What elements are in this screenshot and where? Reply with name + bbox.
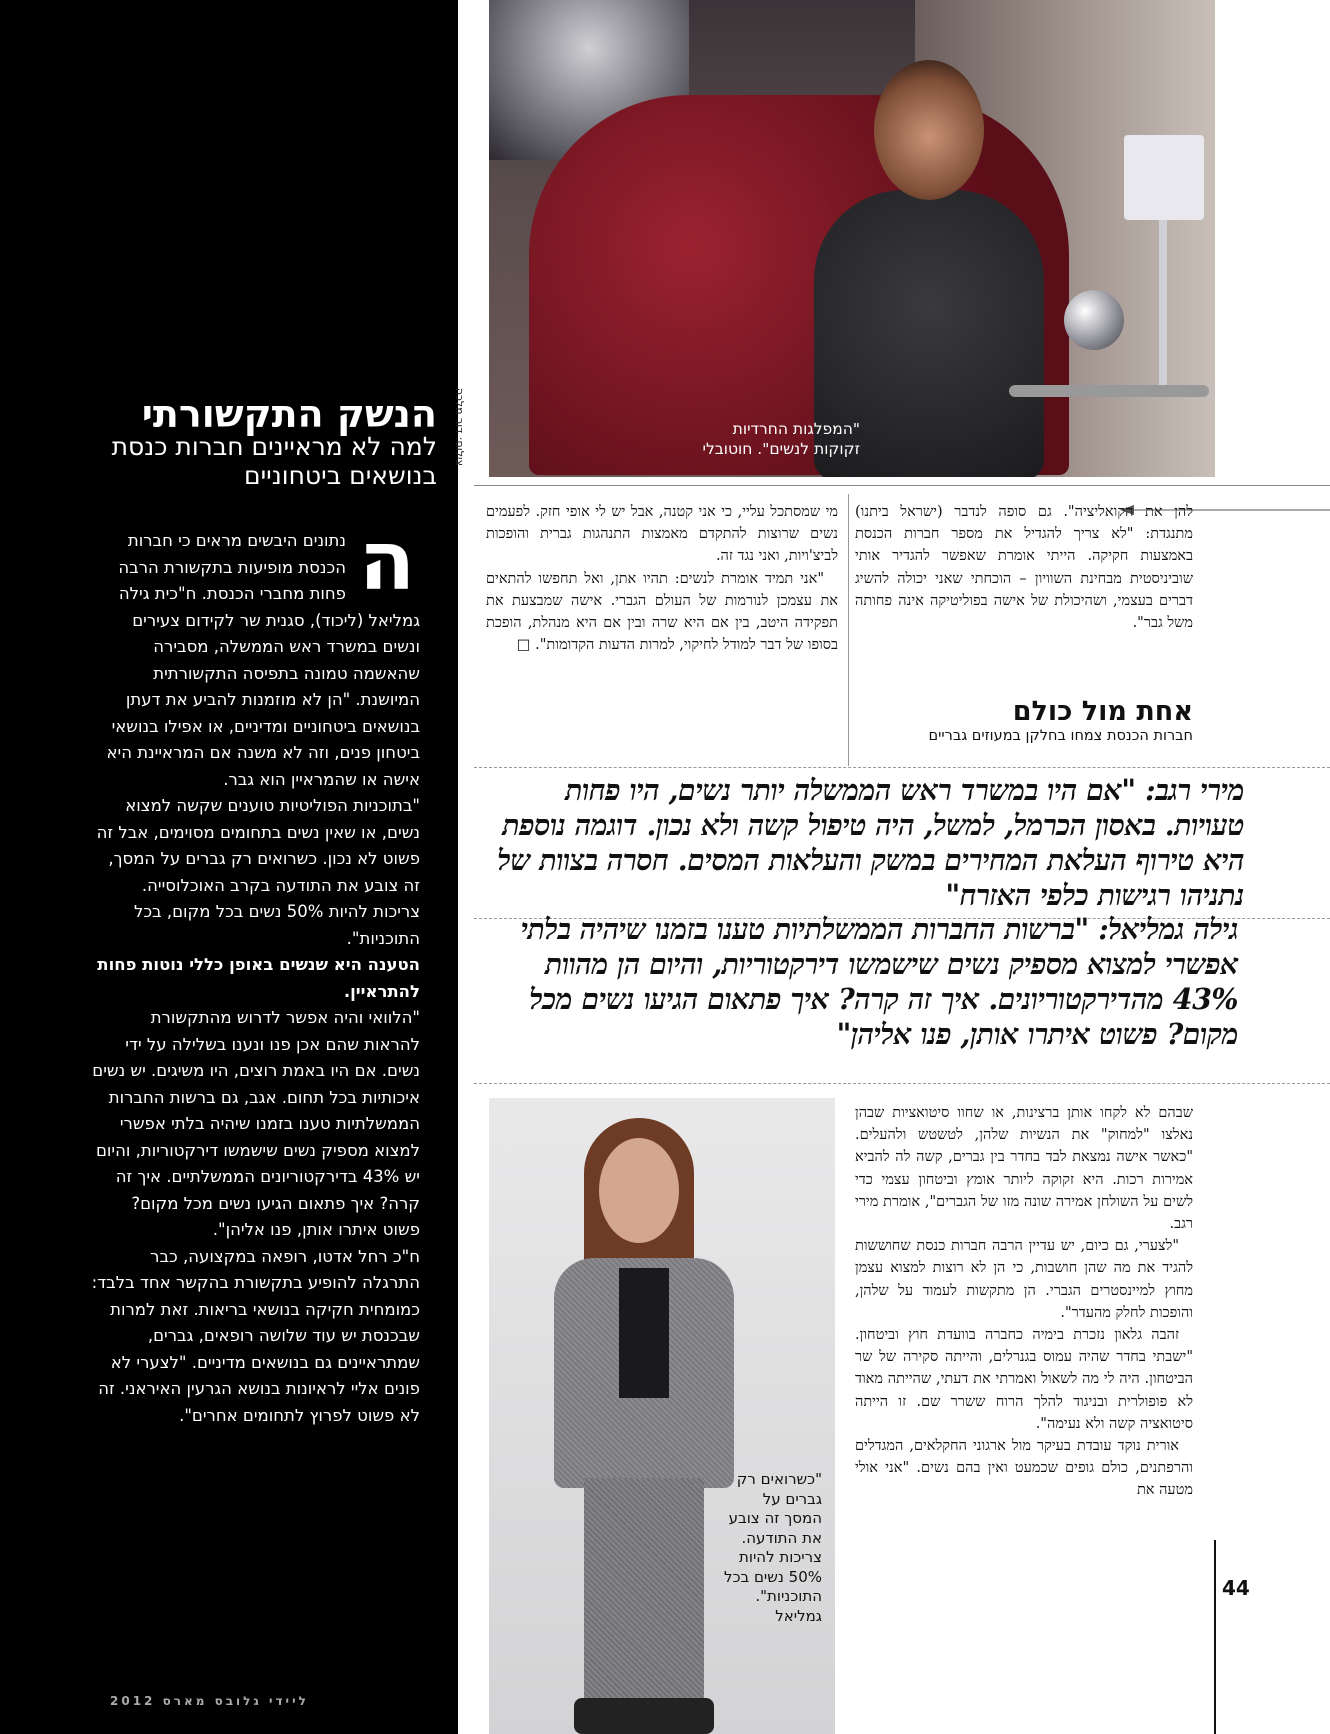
sidebar-body — [90, 514, 420, 1429]
paragraph: "לצערי, גם כיום, יש עדיין הרבה חברות כנסת שחוששות להגיד את מה שהן חושבות, כי הן לא רוצות למצוא עצמן מחוץ למיינסטרים הגברי. הן מתקשות לעמוד על שלהן, והופכות לחלק מהעדר". — [855, 1238, 1193, 1321]
paragraph: זהבה גלאון נזכרת בימיה כחברה בוועדת חוץ וביטחון. "ישבתי בחדר שהיה עמוס בגנרלים, והייתה סקירה של שר הביטחון. היה לי מה לשאול ואמרתי את דעתי, שהייתה מאוד לא פופולרית ובניגוד להלך הרוח ששרר שם. זו הייתה סיטואציה קשה ולא נעימה". — [855, 1327, 1193, 1432]
paragraph: אורית נוקד עובדת בעיקר מול ארגוני החקלאים, המגדלים והרפתנים, כולם גופים שכמעט ואין בהם נשים. "אני אולי מטעה את — [855, 1438, 1193, 1499]
subsection-title: אחת מול כולם — [1012, 696, 1193, 727]
sidebar-paragraph: ח"כ רחל אדטו, רופאה במקצועה, כבר התרגלה להופיע בתקשורת בהקשר אחד בלבד: כמומחית חקיקה בנושאי בריאות. זאת למרות שבכנסת יש עוד שלושה רופאים, גברים, שמתראיינים גם בנושאים מדיניים. "לצערי לא פונים אליי לראיונות בנושא הגרעין האיראני. זה לא פשוט לפרוץ לתחומים אחרים". — [91, 1246, 420, 1425]
sidebar-paragraph: נתונים היבשים מראים כי חברות הכנסת מופיעות בתקשורת הרבה פחות מחברי הכנסת. ח"כית גילה גמליאל (ליכוד), סגנית שר לקידום צעירים ונשים במשרד ראש הממשלה, מסבירה שהאשמה טמונה בתפיסה התקשורתית המיושנת. "הן לא מוזמנות להביע את דעתן בנושאים ביטחוניים ומדיניים, או אפילו בנושאי ביטחון פנים, וזה לא משנה אם המראיינת היא אישה או שהמראיין הוא גבר. — [106, 531, 420, 789]
paragraph: להן את הקואליציה". גם סופה לנדבר (ישראל ביתנו) מתנגדת: "לא צריך להגדיל את מספר חברות הכנסת באמצעות חקיקה. הייתי אומרת שאפשר להגדיר אותי שוביניסטית מבחינת השוויון – הוכחתי שאני יכולה להשיג דברים בעצמי, ושהיכולת של אישה בפוליטיקה אינה פחותה משל גבר". — [855, 504, 1193, 632]
bottom-photo — [489, 1098, 835, 1734]
top-photo-caption: "המפלגות החרדיות זקוקות לנשים". חוטובלי — [702, 420, 860, 458]
dropcap: ה — [358, 514, 416, 609]
sidebar-subheadline: למה לא מראיינים חברות כנסת בנושאים ביטחוניים — [111, 432, 437, 490]
article-column-right-top — [855, 501, 1193, 634]
person-face — [874, 60, 984, 200]
paragraph: שבהם לא לקחו אותן ברצינות, או שחוו סיטואציות שבהן נאלצו "למחוק" את הנשיות שלהן, לטשטש ולהעלים. "כאשר אישה נמצאת לבד בחדר בין גברים, קשה לה להביא אמירות רכות. היא זקוקה ליותר אומץ וביטחון עצמי כדי לשים על השולחן אמירה שונה מזו של הגברים", אומרת מירי רגב. — [855, 1105, 1193, 1233]
sidebar-paragraph-bold: הטענה היא שנשים באופן כללי נוטות פחות להתראיין. — [97, 955, 420, 1001]
page-number: 44 — [1222, 1576, 1250, 1600]
pull-quote-gamliel: גילה גמליאל: "ברשות החברות הממשלתיות טענו בזמנו שיהיה בלתי אפשרי למצוא מספיק נשים שישמשו דירקטוריות, והיום הן מהוות 43% מהדירקטוריונים. איך זה קרה? איך פתאום הגיעו נשים מכל מקום? פשוט איתרו אותן, פנו אליהן" — [520, 912, 1238, 1051]
grey-pants — [584, 1478, 704, 1708]
article-column-right-bottom — [855, 1102, 1193, 1502]
sidebar-paragraph: "בתוכניות הפוליטיות טוענים שקשה למצוא נשים, או שאין נשים בתחומים מסוימים, אבל זה פשוט לא נכון. כשרואים רק גברים על המסך, זה צובע את התודעה בקרב האוכלוסייה. צריכות להיות 50% נשים בכל מקום, בכל התוכניות". — [96, 796, 420, 948]
article-column-mid-top — [486, 501, 838, 656]
top-photo — [489, 0, 1215, 477]
silver-sphere — [1064, 290, 1124, 350]
subsection-dek: חברות הכנסת צמחו בחלקן במעוזים גבריים — [928, 728, 1193, 744]
sidebar-paragraph: "הלוואי והיה אפשר לדרוש מהתקשורת להראות שהם אכן פנו ונענו בשלילה על ידי נשים. אם היו באמת רוצים, היו משיגים. יש נשים איכותיות בכל תחום. אגב, גם ברשות החברות הממשלתיות טענו בזמנו שיהיה בלתי אפשרי למצוא מספיק נשים שישמשו דירקטוריות, והיום יש 43% בדירקטוריונים הממשלתיים. איך זה קרה? איך פתאום הגיעו נשים מכל מקום? פשוט איתרו אותן, פנו אליהן". — [92, 1008, 420, 1239]
sidebar-headline: הנשק התקשורתי — [141, 392, 437, 436]
paragraph: מי שמסתכל עליי, כי אני קטנה, אבל יש לי אופי חזק. לפעמים נשים שרוצות להתקדם מאמצות התנהגות גברית והופכות לביצ'ויות, ואני נגד זה. — [486, 504, 838, 565]
photo-credit: צילום: דור מלכה — [453, 387, 466, 466]
paragraph: "אני תמיד אומרת לנשים: תהיו אתן, ואל תחפשו להתאים את עצמכן לנורמות של העולם הגברי. אישה שמבצעת את תפקידה היטב, בין אם היא שרה ובין אם היא מנהלת, הופכת בסופו של דבר למודל לחיקוי, למרות הדעות הקדומות". □ — [486, 570, 838, 654]
bottom-photo-caption: "כשרואים רק גברים על המסך זה צובע את התודעה. צריכות להיות 50% נשים בכל התוכניות". גמליאל — [724, 1470, 822, 1625]
lamp-shade — [1124, 135, 1204, 220]
pull-quote-regev: מירי רגב: "אם היו במשרד ראש הממשלה יותר נשים, היו פחות טעויות. באסון הכרמל, למשל, היה טיפול קשה ולא נכון. דוגמה נוספת היא טירוף העלאת המחירים במשק והעלאות המסים. חסרה בצוות של נתניהו רגישות כלפי האזרח" — [497, 773, 1244, 912]
magazine-footer: ליידי גלובס מארס 2012 — [110, 1694, 309, 1708]
person-face — [599, 1138, 679, 1243]
